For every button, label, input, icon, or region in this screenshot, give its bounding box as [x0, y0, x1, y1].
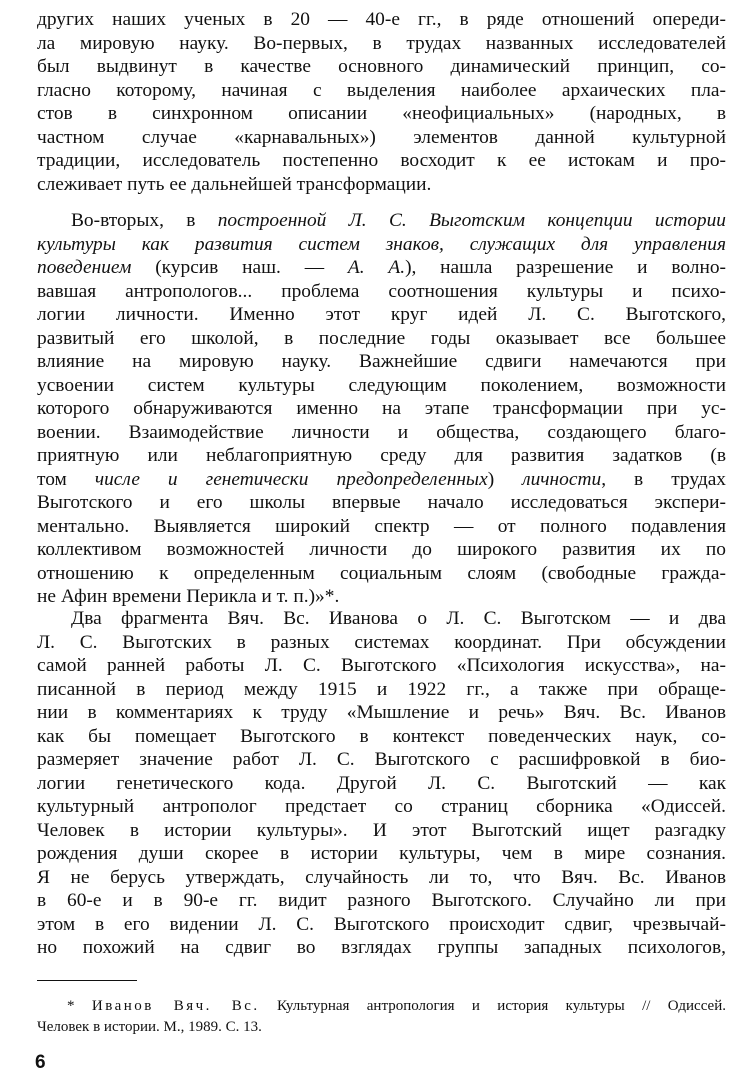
text-line: логии личности. Именно этот круг идей Л. С. Выготского,: [37, 304, 726, 325]
text-line: этом в его видении Л. С. Выготского происходит сдвиг, чрезвычай-: [37, 913, 726, 935]
text-line: культурный антрополог предстает со страниц сборника «Одиссей.: [37, 796, 726, 817]
footnote-line: Человек в истории. М., 1989. С. 13.: [37, 1019, 262, 1035]
italic-run: А. А.: [347, 257, 406, 278]
paragraph-3: [37, 607, 726, 960]
italic-line: культуры как развития систем знаков, служащих для управления: [37, 233, 726, 255]
text-run: (курсив наш. —: [131, 257, 348, 278]
footnote: [37, 996, 726, 1038]
text-line: других наших ученых в 20 — 40-е гг., в ряде отношений опереди-: [37, 9, 726, 30]
text-line: традиции, исследователь постепенно восходит к ее истокам и про-: [37, 150, 726, 171]
footnote-text: Культурная антропология и история культуры // Одиссей.: [259, 998, 726, 1014]
text-line: которого обнаруживаются именно на этапе трансформации при ус-: [37, 398, 726, 419]
text-line: влияние на мировую науку. Важнейшие сдвиги намечаются при: [37, 351, 726, 372]
text-run: ): [487, 468, 523, 490]
italic-run: построенной Л. С. Выготским концепции истории: [217, 210, 726, 231]
text-line: рождения души скорее в истории культуры, чем в мире сознания.: [37, 843, 726, 864]
text-line: воении. Взаимодействие личности и общества, создающего благо-: [37, 421, 726, 443]
text-line: размеряет значение работ Л. С. Выготского с расшифровкой в био-: [37, 749, 726, 770]
text-line: частном случае «карнавальных») элементов данной культурной: [37, 126, 726, 148]
text-line: ментально. Выявляется широкий спектр — от полного подавления: [37, 515, 726, 537]
italic-run: числе и генетически предопределенных: [94, 468, 488, 490]
text-line: но похожий на сдвиг во взглядах группы западных психологов,: [37, 937, 726, 958]
text-run: Во-вторых, в: [71, 210, 218, 231]
text-line: в 60-е и в 90-е гг. видит разного Выготского. Случайно ли при: [37, 890, 726, 911]
text-line: как бы помещает Выготского в контекст поведенческих наук, со-: [37, 725, 726, 747]
text-line: логии генетического кода. Другой Л. С. Выготский — как: [37, 772, 726, 794]
italic-run: личности: [522, 468, 602, 490]
text-line: коллективом возможностей личности до широкого развития их по: [37, 539, 726, 560]
text-run: , в трудах: [601, 468, 726, 490]
footnote-divider: [37, 980, 137, 981]
footnote-author: Иванов Вяч. Вс.: [91, 998, 260, 1014]
text-line: Выготского и его школы впервые начало исследоваться экспери-: [37, 492, 726, 513]
page-number: 6: [35, 1052, 46, 1073]
text-line: гласно которому, начиная с выделения наиболее архаических пла-: [37, 79, 726, 101]
text-line: [37, 468, 726, 492]
text-line: Два фрагмента Вяч. Вс. Иванова о Л. С. Выготском — и два: [71, 608, 726, 629]
paragraph-2: [37, 209, 726, 609]
text-run: том: [37, 468, 95, 490]
text-line: усвоении систем культуры следующим поколением, возможности: [37, 374, 726, 396]
text-line: нии в комментариях к труду «Мышление и речь» Вяч. Вс. Иванов: [37, 702, 726, 723]
text-line: ла мировую науку. Во-первых, в трудах названных исследователей: [37, 32, 726, 54]
text-line: писанной в период между 1915 и 1922 гг., а также при обраще-: [37, 678, 726, 700]
text-line: слеживает путь ее дальнейшей трансформации.: [37, 173, 432, 195]
text-line: развитый его школой, в последние годы оказывает все большее: [37, 327, 726, 349]
text-line: вавшая антропологов... проблема соотношения культуры и психо-: [37, 280, 726, 302]
text-line: самой ранней работы Л. С. Выготского «Психология искусства», на-: [37, 655, 726, 676]
text-line: приятную или неблагоприятную среду для развития задатков (в: [37, 445, 726, 466]
text-line: Я не берусь утверждать, случайность ли то, что Вяч. Вс. Иванов: [37, 866, 726, 888]
paragraph-1: [37, 8, 726, 196]
text-line: [37, 209, 726, 233]
text-line: Человек в истории культуры». И этот Выготский ищет разгадку: [37, 819, 726, 841]
text-line: отношению к определенным социальным слоям (свободные гражда-: [37, 562, 726, 584]
text-line: стов в синхронном описании «неофициальных» (народных, в: [37, 103, 726, 124]
text-line: был выдвинут в качестве основного динамический принцип, со-: [37, 56, 726, 77]
text-line: [37, 256, 726, 280]
italic-run: поведением: [37, 257, 132, 278]
text-line: не Афин времени Перикла и т. п.)»*.: [37, 586, 340, 607]
text-run: ), нашла разрешение и волно-: [405, 257, 726, 278]
footnote-line: [37, 996, 726, 1017]
text-line: Л. С. Выготских в разных системах координат. При обсуждении: [37, 631, 726, 653]
footnote-marker: *: [67, 998, 75, 1014]
